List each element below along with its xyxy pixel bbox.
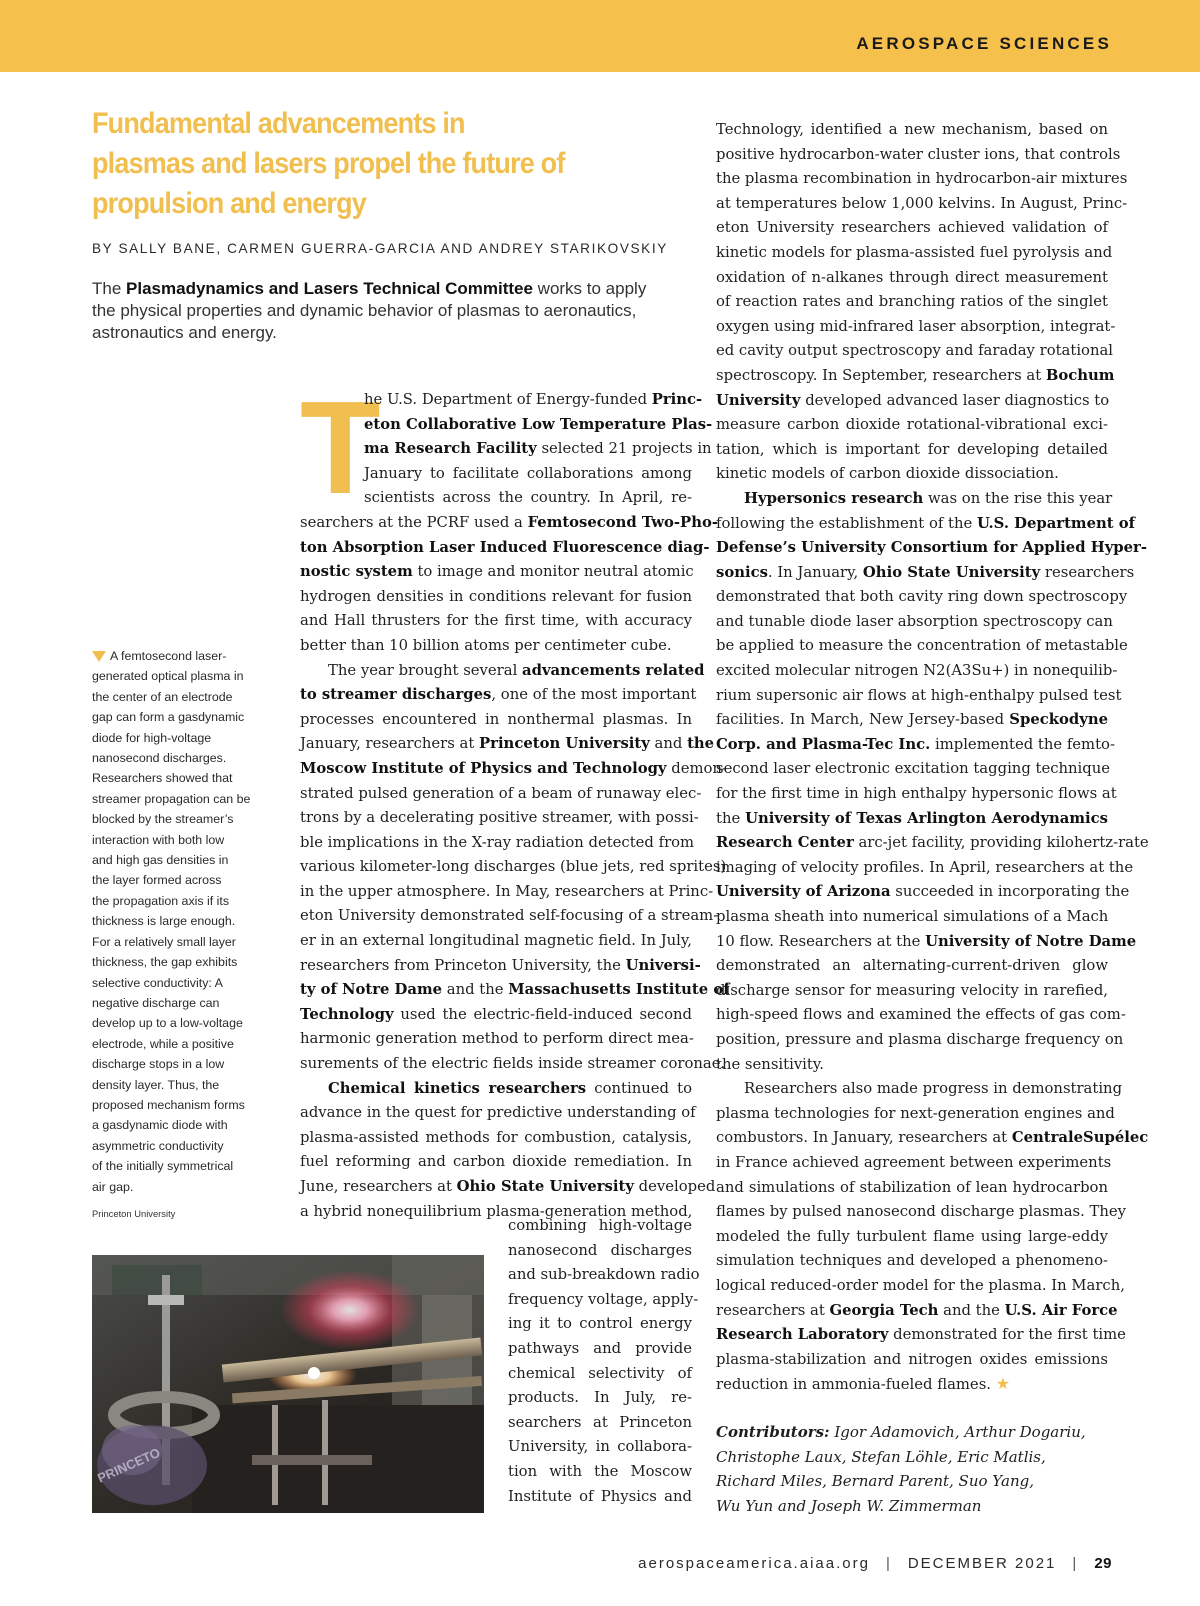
committee-name: Plasmadynamics and Lasers Technical Committee (126, 279, 533, 298)
byline: BY SALLY BANE, CARMEN GUERRA-GARCIA AND ANDREY STARIKOVSKIY (92, 241, 668, 256)
body-column-left-continued: combining high-voltage nanosecond discharges and sub-breakdown radio frequency voltage, apply- ing it to control energy pathways and provide chemical selectivity of products. In July, re- searchers at Princeton University, in collabora- tion with the Moscow Institute of Physics and (508, 1217, 700, 1505)
page-footer: aerospaceamerica.aiaa.org | DECEMBER 2021 | 29 (638, 1555, 1112, 1572)
end-star-icon: ★ (995, 1374, 1011, 1394)
body-column-right: Technology, identified a new mechanism, based on positive hydrocarbon-water cluster ions, that controls the plasma recombination in hydrocarbon-air mixtures at temperatures below 1,000 kelvins. In August, Princ- eton University researchers achieved validation of kinetic models for plasma-assisted fuel pyrolysis and oxidation of n-alkanes through direct measurement of reaction rates and branching ratios of the singlet oxygen using mid-infrared laser absorption, integrat- ed cavity output spectroscopy and faraday rotational spectroscopy. In September, researchers at Bochum University developed advanced laser diagnostics to measure carbon dioxide rotational-vibrational exci- tation, which is important for developing detailed kinetic models of carbon dioxide dissociation. Hypersonics research was on the rise this year following the establishment of the U.S. Department of Defense’s University Consortium for Applied Hyper- sonics. In January, Ohio State University researchers demonstrated that both cavity ring down spectroscopy and tunable diode laser absorption spectroscopy can be applied to measure the concentration of metastable excited molecular nitrogen N2(A3Su+) in nonequilib- rium supersonic air flows at high-enthalpy pulsed test facilities. In March, New Jersey-based Speckodyne Corp. and Plasma-Tec Inc. implemented the femto- second laser electronic excitation tagging technique for the first time in high enthalpy hypersonic flows at the University of Texas Arlington Aerodynamics Research Center arc-jet facility, providing kilohertz-rate imaging of velocity profiles. In April, researchers at the University of Arizona succeeded in incorporating the plasma sheath into numerical simulations of a Mach 10 flow. Researchers at the University of Notre Dame demonstrated an alternating-current-driven glow discharge sensor for measuring velocity in rarefied, high-speed flows and examined the effects of gas com- position, pressure and plasma discharge frequency on the sensitivity. Researchers also made progress in demonstrating plasma technologies for next-generation engines and combustors. In January, researchers at CentraleSupélec in France achieved agreement between experiments and simulations of stabilization of lean hydrocarbon flames by pulsed nanosecond discharge plasmas. They modeled the fully turbulent flame using large-eddy simulation techniques and developed a phenomeno- logical reduced-order model for the plasma. In March, researchers at Georgia Tech and the U.S. Air Force Research Laboratory demonstrated for the first time plasma-stabilization and nitrogen oxides emissions reduction in ammonia-fueled flames. ★ (716, 121, 1149, 1394)
photo-credit: Princeton University (92, 1208, 176, 1219)
contributors: Contributors: Igor Adamovich, Arthur Dogariu, Christophe Laux, Stefan Löhle, Eric Matlis, Richard Miles, Bernard Parent, Suo Yang, Wu Yun and Joseph W. Zimmerman (716, 1423, 1086, 1515)
intro-paragraph: The Plasmadynamics and Lasers Technical Committee works to apply the physical properties and dynamic behavior of plasmas to aeronautics, astronautics and energy. (92, 279, 647, 342)
footer-issue: DECEMBER 2021 (907, 1555, 1057, 1572)
contributors-label: Contributors: (716, 1423, 830, 1441)
plasma-experiment-illustration (92, 1255, 484, 1513)
section-label: AEROSPACE SCIENCES (856, 34, 1112, 53)
headline-line: plasmas and lasers propel the future of (92, 147, 565, 180)
lab-plasma-photo (92, 1255, 484, 1513)
headline-line: Fundamental advancements in (92, 107, 465, 140)
page-number: 29 (1094, 1555, 1112, 1572)
body-column-left: he U.S. Department of Energy-funded Princ- eton Collaborative Low Temperature Plas- ma Research Facility selected 21 projects in January to facilitate collaborations among scientists across the country. In April, re- searchers at the PCRF used a Femtosecond Two-Pho- ton Absorption Laser Induced Fluorescence diag- nostic system to image and monitor neutral atomic hydrogen densities in conditions relevant for fusion and Hall thrusters for the first time, with accuracy better than 10 billion atoms per centimeter cube. The year brought several advancements related to streamer discharges, one of the most important processes encountered in nonthermal plasmas. In January, researchers at Princeton University and the Moscow Institute of Physics and Technology demon- strated pulsed generation of a beam of runaway elec- trons by a decelerating positive streamer, with possi- ble implications in the X-ray radiation detected from various kilometer-long discharges (blue jets, red sprites) in the upper atmosphere. In May, researchers at Princ- eton University demonstrated self-focusing of a stream- er in an external longitudinal magnetic field. In July, researchers from Princeton University, the Universi- ty of Notre Dame and the Massachusetts Institute of Technology used the electric-field-induced second harmonic generation method to perform direct mea- surements of the electric fields inside streamer coronae. Chemical kinetics researchers continued to advance in the quest for predictive understanding of plasma-assisted methods for combustion, catalysis, fuel reforming and carbon dioxide remediation. In June, researchers at Ohio State University developed a hybrid nonequilibrium plasma-generation method, (300, 391, 730, 1220)
photo-caption: A femtosecond laser- generated optical plasma in the center of an electrode gap can form a gasdynamic diode for high-voltage nanosecond discharges. Researchers showed that streamer propagation can be blocked by the streamer’s interaction with both low and high gas densities in the layer formed across the propagation axis if its thickness is large enough. For a relatively small layer thickness, the gap exhibits selective conductivity: A negative discharge can develop up to a low-voltage electrode, while a positive discharge stops in a low density layer. Thus, the proposed mechanism forms a gasdynamic diode with asymmetric conductivity of the initially symmetrical air gap. (92, 649, 251, 1194)
drop-cap: T (300, 374, 381, 521)
caption-triangle-icon (92, 651, 106, 662)
photo-etched-text: PRINCETO (95, 1444, 163, 1486)
headline-line: propulsion and energy (92, 187, 367, 220)
footer-site: aerospaceamerica.aiaa.org (638, 1555, 870, 1572)
article-headline (92, 104, 596, 224)
